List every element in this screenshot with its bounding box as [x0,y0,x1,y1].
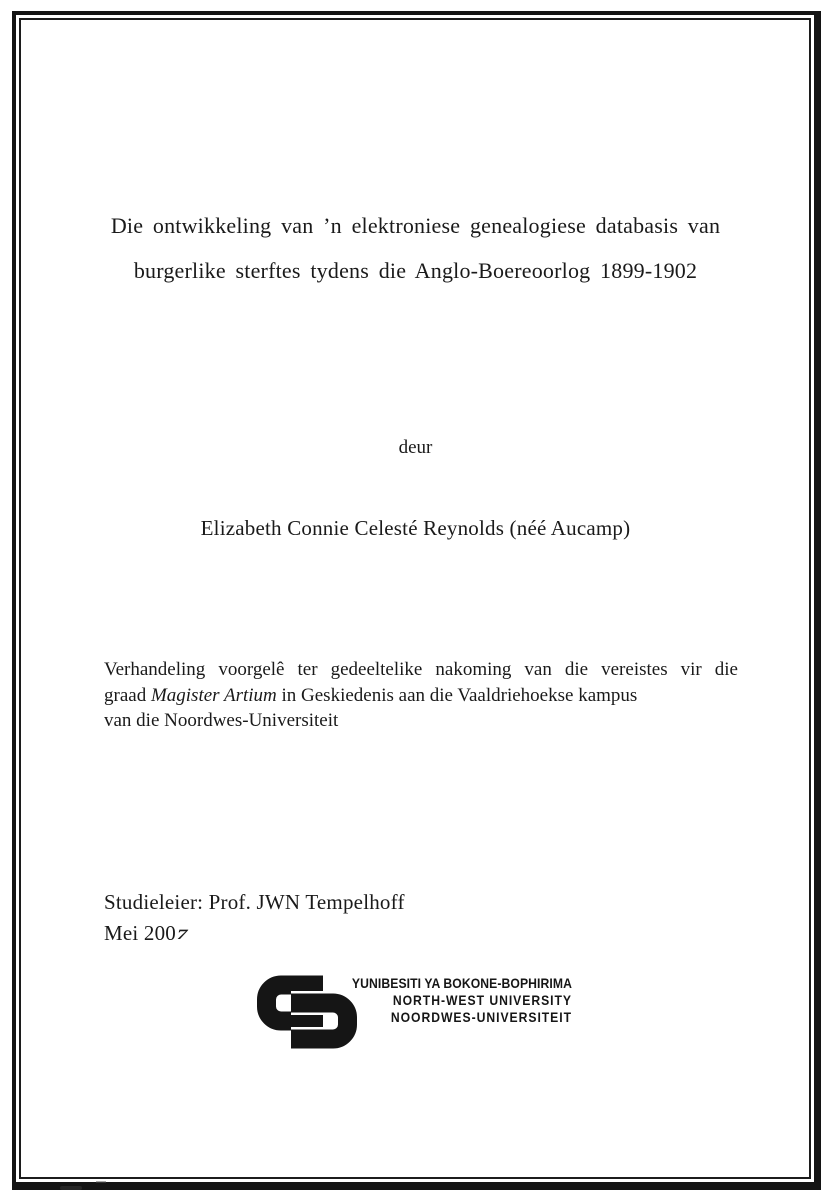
date-final-digit: 7 [174,926,191,943]
logo-line-english: NORTH-WEST UNIVERSITY [392,992,572,1008]
submission-line-2-prefix: graad [104,684,151,706]
scan-speckle [60,1186,82,1190]
thesis-title-line-1: Die ontwikkeling van ’n elektroniese genealogiese databasis van [110,213,721,238]
logo-line-afrikaans: NOORDWES-UNIVERSITEIT [390,1009,572,1025]
submission-line-3: van die Noordwes-Universiteit [104,710,339,731]
scan-speckle [96,1181,106,1183]
submission-line-2-suffix: in Geskiedenis aan die Vaaldriehoekse kampus [276,684,638,706]
thesis-title [60,203,771,293]
date-line-prefix: Mei 200 [104,921,176,945]
supervisor-line: Studieleier: Prof. JWN Tempelhoff [104,890,405,914]
nwu-logo-text [311,975,572,1026]
byline-label: deur [398,437,433,458]
submission-line-2 [104,683,738,709]
date-line [104,918,405,949]
supervisor-block [104,887,405,949]
submission-statement [104,657,738,734]
logo-line-setswana: YUNIBESITI YA BOKONE-BOPHIRIMA [351,975,572,991]
author-name: Elizabeth Connie Celesté Reynolds (néé Aucamp) [200,516,631,540]
submission-line-1: Verhandeling voorgelê ter gedeeltelike nakoming van die vereistes vir die [104,659,738,680]
degree-name-italic: Magister Artium [150,684,277,706]
thesis-title-line-2: burgerlike sterftes tydens die Anglo-Boereoorlog 1899-1902 [133,258,698,283]
